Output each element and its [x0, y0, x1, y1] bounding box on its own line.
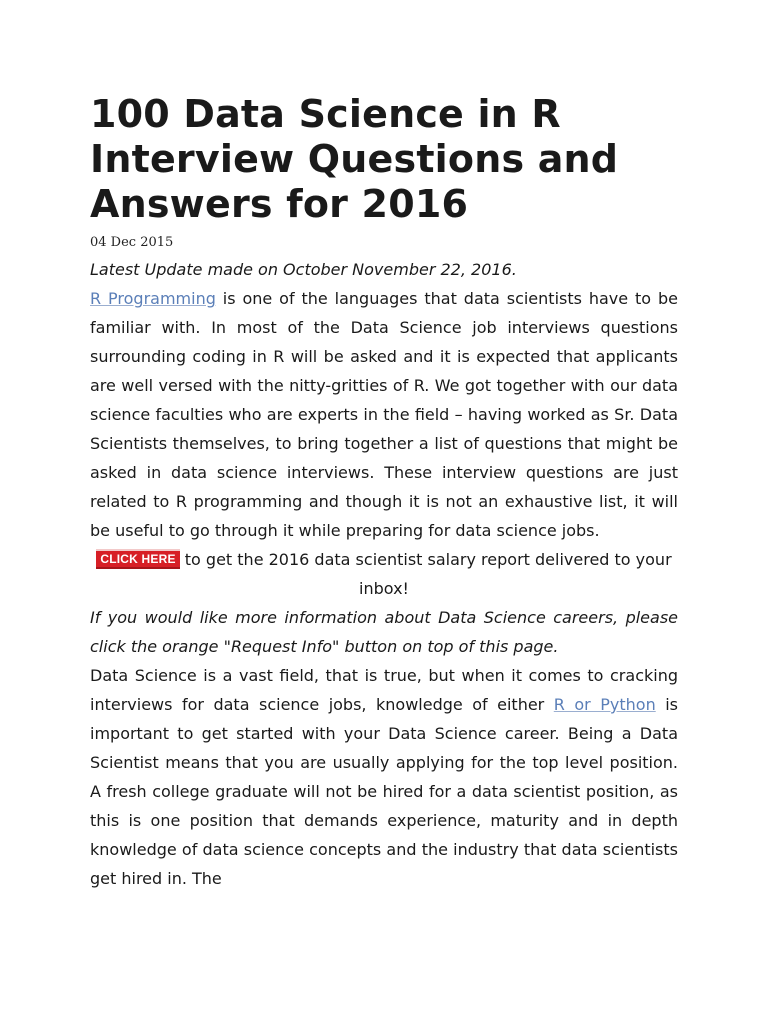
intro-text: is one of the languages that data scientists have to be familiar with. In most of the Data Science job interviews questions surrounding coding in R will be asked and it is expected that applicants are well versed with the nitty-gritties of R. We got together with our data science faculties who are experts in the field – having worked as Sr. Data Scientists themselves, to bring together a list of questions that might be asked in data science interviews. These interview questions are just related to R programming and though it is not an exhaustive list, it will be useful to go through it while preparing for data science jobs. — [90, 289, 678, 540]
body-paragraph — [90, 661, 678, 893]
r-programming-link[interactable]: R Programming — [90, 289, 216, 308]
latest-update-note: Latest Update made on October November 22, 2016. — [90, 260, 517, 279]
click-here-button[interactable]: CLICK HERE — [96, 549, 179, 569]
article-date: 04 Dec 2015 — [90, 235, 174, 250]
salary-report-cta — [90, 545, 678, 603]
body-text-before-link: Data Science is a vast field, that is true, but when it comes to cracking interviews for data science jobs, knowledge of either — [90, 666, 678, 714]
r-or-python-link[interactable]: R or Python — [553, 695, 656, 714]
request-info-note: If you would like more information about Data Science careers, please click the orange "Request Info" button on top of this page. — [90, 608, 678, 656]
cta-text: to get the 2016 data scientist salary report delivered to your inbox! — [179, 550, 672, 598]
body-text-after-link: is important to get started with your Data Science career. Being a Data Scientist means that you are usually applying for the top level position. A fresh college graduate will not be hired for a data scientist position, as this is one position that demands experience, maturity and in depth knowledge of data science concepts and the industry that data scientists get hired in. The — [90, 695, 678, 888]
article — [90, 92, 678, 893]
intro-paragraph — [90, 284, 678, 545]
article-title: 100 Data Science in R Interview Questions and Answers for 2016 — [90, 92, 619, 226]
